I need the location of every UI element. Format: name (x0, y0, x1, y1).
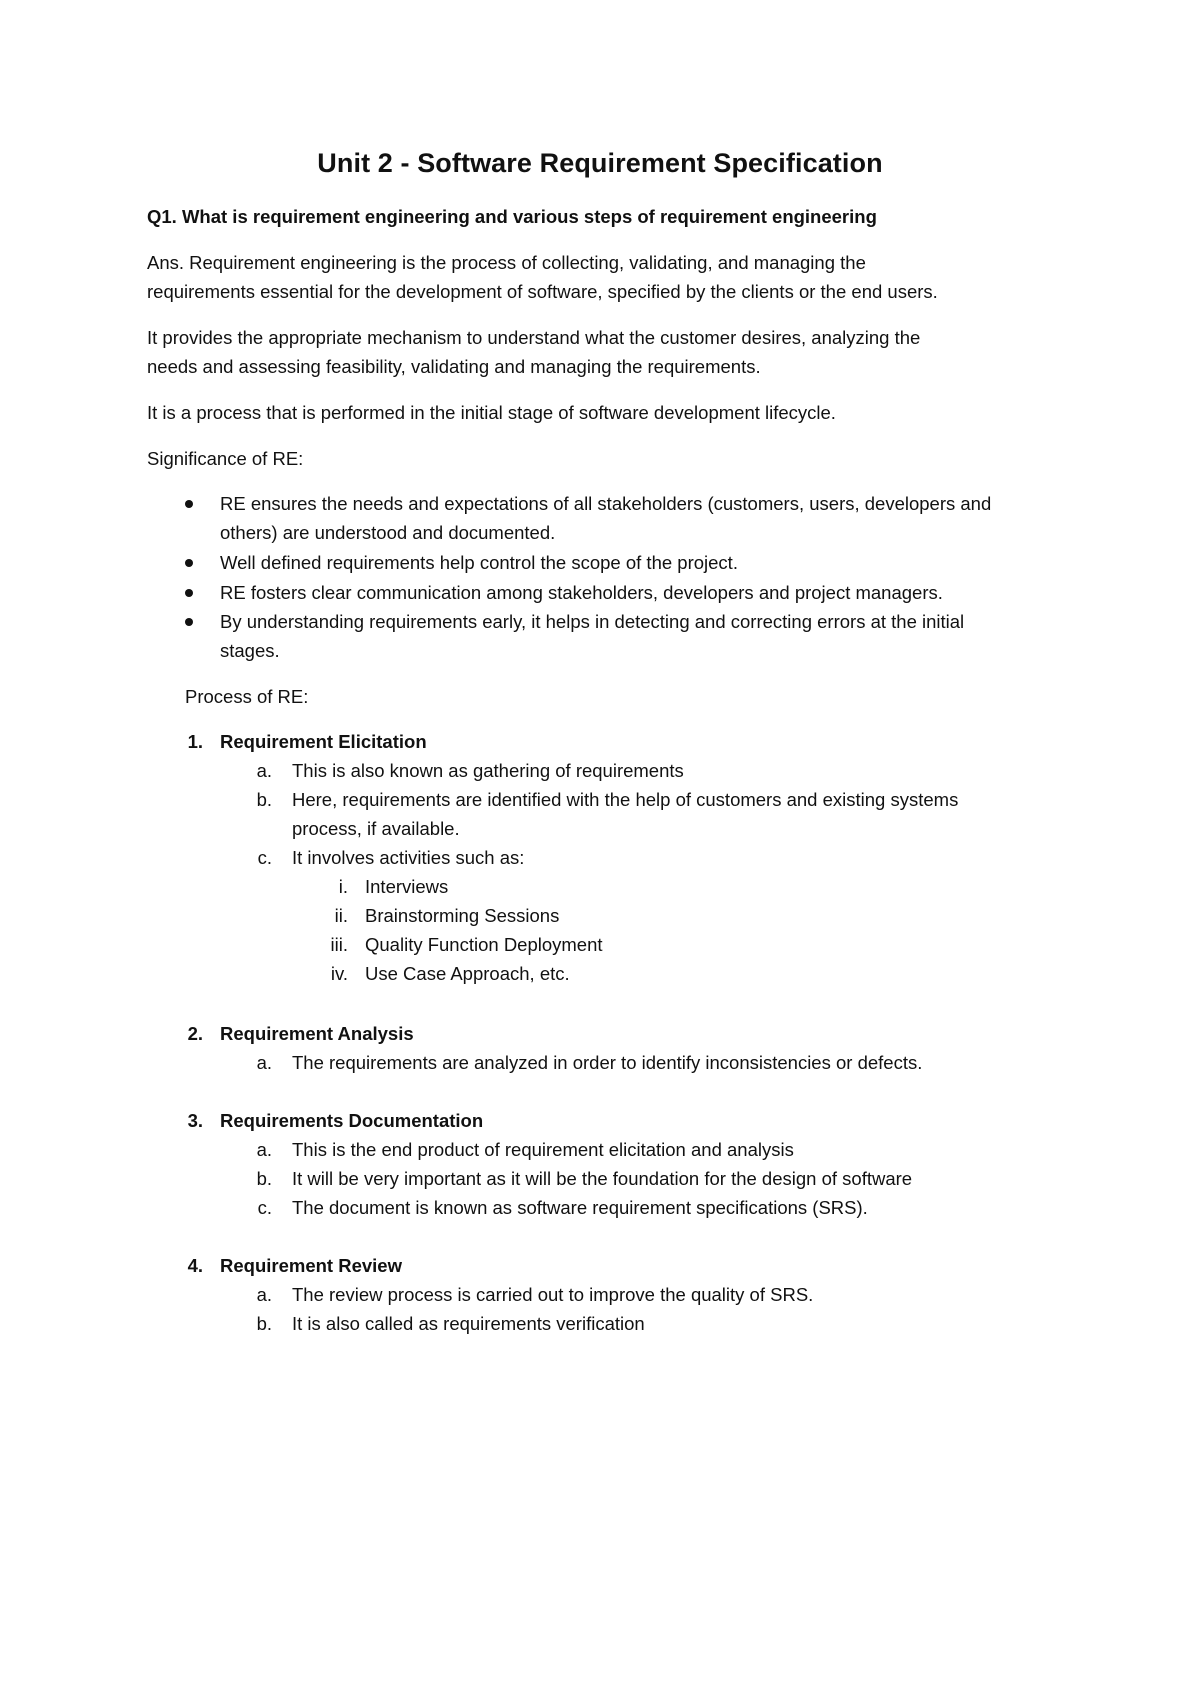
step-2-number: 2. (187, 1023, 203, 1044)
step-3-item-a-letter: a. (256, 1139, 272, 1160)
sub-item-iii-numeral: iii. (330, 934, 348, 955)
step-4-number: 4. (187, 1255, 203, 1276)
bullet-3-line-1: RE fosters clear communication among stakeholders, developers and project managers. (220, 582, 943, 603)
sub-item-iv-text: Use Case Approach, etc. (365, 963, 570, 984)
bullet-icon (185, 559, 193, 567)
answer-line-1: Ans. Requirement engineering is the process of collecting, validating, and managing the (147, 252, 866, 273)
step-2-item-a-text: The requirements are analyzed in order to identify inconsistencies or defects. (292, 1052, 923, 1073)
step-3-item-c-text: The document is known as software requirement specifications (SRS). (292, 1197, 868, 1218)
step-1-item-b-line-1: Here, requirements are identified with the help of customers and existing systems (292, 789, 959, 810)
step-1-number: 1. (187, 731, 203, 752)
sub-item-ii-text: Brainstorming Sessions (365, 905, 560, 926)
answer-line-2: requirements essential for the development of software, specified by the clients or the end users. (147, 281, 938, 302)
bullet-4-line-2: stages. (220, 640, 280, 661)
bullet-1-line-1: RE ensures the needs and expectations of all stakeholders (customers, users, developers and (220, 493, 992, 514)
step-3-item-b-letter: b. (256, 1168, 272, 1189)
step-2-title: Requirement Analysis (220, 1023, 414, 1044)
question-heading: Q1. What is requirement engineering and various steps of requirement engineering (147, 206, 877, 227)
step-1-item-c-letter: c. (257, 847, 272, 868)
sub-item-i-numeral: i. (338, 876, 348, 897)
sub-item-iii-text: Quality Function Deployment (365, 934, 603, 955)
step-3-title: Requirements Documentation (220, 1110, 484, 1131)
step-4-item-b-text: It is also called as requirements verification (292, 1313, 645, 1334)
step-1-item-c-text: It involves activities such as: (292, 847, 525, 868)
step-1-title: Requirement Elicitation (220, 731, 427, 752)
sub-item-i-text: Interviews (365, 876, 449, 897)
sub-item-ii-numeral: ii. (334, 905, 348, 926)
step-4-item-b-letter: b. (256, 1313, 272, 1334)
step-2-item-a-letter: a. (256, 1052, 272, 1073)
paragraph-2-line-1: It provides the appropriate mechanism to understand what the customer desires, analyzing the (147, 327, 921, 348)
step-3-item-a-text: This is the end product of requirement elicitation and analysis (292, 1139, 794, 1160)
step-3-number: 3. (187, 1110, 203, 1131)
step-1-item-b-line-2: process, if available. (292, 818, 460, 839)
bullet-icon (185, 618, 193, 626)
step-4-item-a-text: The review process is carried out to improve the quality of SRS. (292, 1284, 814, 1305)
bullet-2-line-1: Well defined requirements help control the scope of the project. (220, 552, 738, 573)
bullet-1-line-2: others) are understood and documented. (220, 522, 556, 543)
sub-item-iv-numeral: iv. (330, 963, 348, 984)
bullet-4-line-1: By understanding requirements early, it helps in detecting and correcting errors at the initial (220, 611, 965, 632)
bullet-icon (185, 500, 193, 508)
page-title: Unit 2 - Software Requirement Specification (317, 148, 883, 178)
significance-heading: Significance of RE: (147, 448, 304, 469)
step-4-title: Requirement Review (220, 1255, 402, 1276)
step-1-item-a-text: This is also known as gathering of requirements (292, 760, 684, 781)
step-4-item-a-letter: a. (256, 1284, 272, 1305)
step-3-item-c-letter: c. (257, 1197, 272, 1218)
step-1-item-b-letter: b. (256, 789, 272, 810)
bullet-icon (185, 589, 193, 597)
step-3-item-b-text: It will be very important as it will be the foundation for the design of software (292, 1168, 913, 1189)
step-1-item-a-letter: a. (256, 760, 272, 781)
paragraph-3: It is a process that is performed in the initial stage of software development lifecycle. (147, 402, 836, 423)
process-heading: Process of RE: (185, 686, 309, 707)
paragraph-2-line-2: needs and assessing feasibility, validating and managing the requirements. (147, 356, 761, 377)
